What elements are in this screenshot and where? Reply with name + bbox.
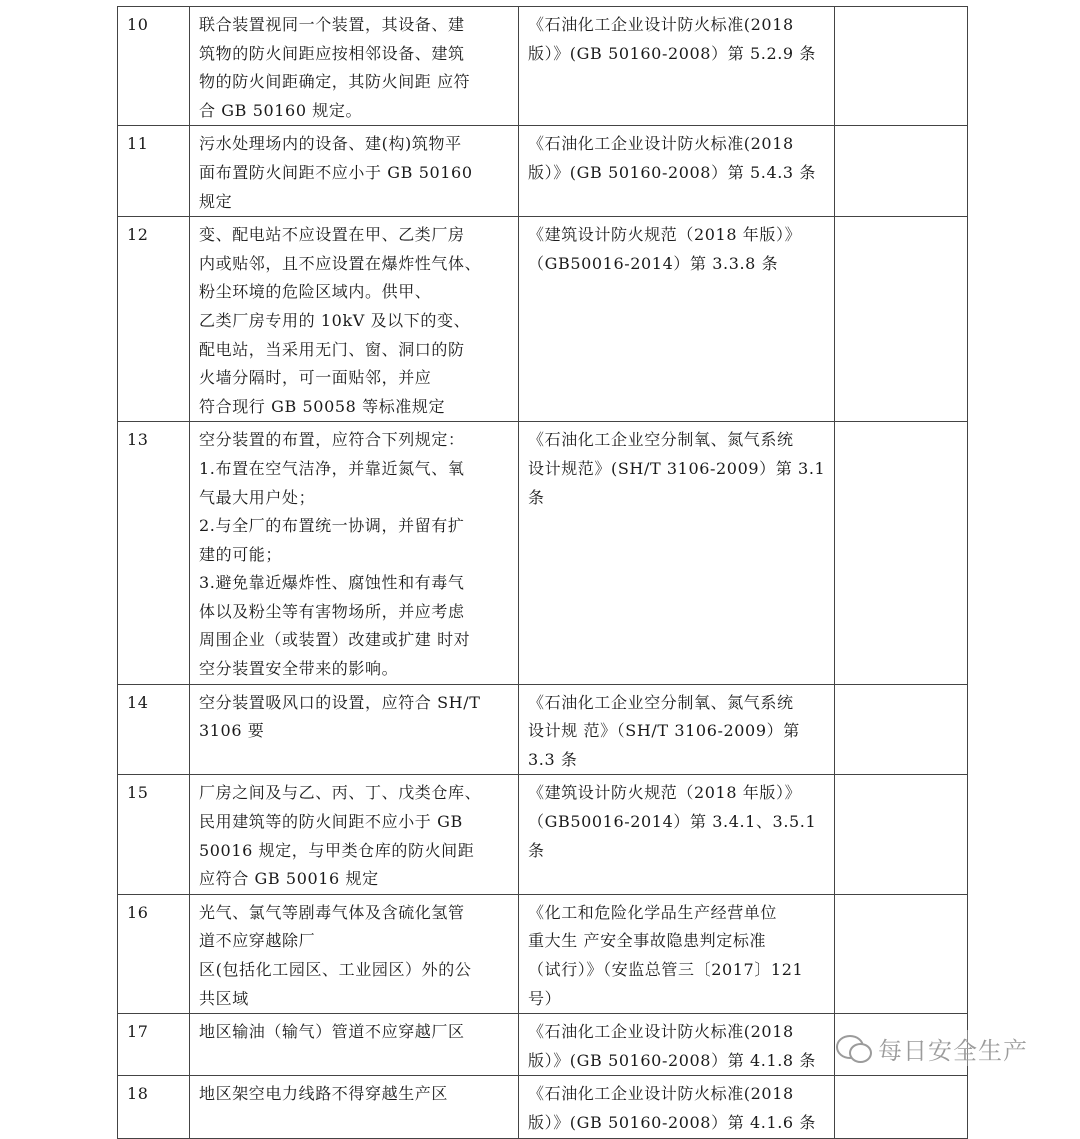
remark-cell [835,422,968,684]
requirement-cell: 污水处理场内的设备、建(构)筑物平 面布置防火间距不应小于 GB 50160 规定 [190,126,519,217]
table-row [118,7,968,126]
remark-cell [835,1076,968,1138]
requirement-cell: 变、配电站不应设置在甲、乙类厂房 内或贴邻，且不应设置在爆炸性气体、 粉尘环境的危险区域内。供甲、 乙类厂房专用的 10kV 及以下的变、 配电站，当采用无门、窗、洞口的防 火墙分隔时，可一面贴邻，并应 符合现行 GB 50058 等标准规定 [190,217,519,422]
regulation-table-body [118,7,968,1139]
basis-cell: 《建筑设计防火规范（2018 年版）》 （GB50016-2014）第 3.4.1、3.5.1 条 [519,775,835,894]
remark-cell [835,217,968,422]
basis-cell: 《石油化工企业设计防火标准(2018 版）》(GB 50160-2008）第 5.4.3 条 [519,126,835,217]
watermark [836,1030,1028,1066]
basis-cell: 《化工和危险化学品生产经营单位 重大生 产安全事故隐患判定标准 （试行）》（安监总管三〔2017〕121 号） [519,894,835,1013]
remark-cell [835,7,968,126]
basis-cell: 《石油化工企业空分制氧、氮气系统 设计规范》(SH/T 3106-2009）第 3.1 条 [519,422,835,684]
basis-cell: 《石油化工企业设计防火标准(2018 版）》(GB 50160-2008）第 4.1.6 条 [519,1076,835,1138]
remark-cell [835,775,968,894]
row-number: 18 [118,1076,190,1138]
row-number: 13 [118,422,190,684]
row-number: 11 [118,126,190,217]
requirement-cell: 地区架空电力线路不得穿越生产区 [190,1076,519,1138]
row-number: 10 [118,7,190,126]
requirement-cell: 光气、氯气等剧毒气体及含硫化氢管 道不应穿越除厂 区(包括化工园区、工业园区）外的公 共区域 [190,894,519,1013]
regulation-table [117,6,968,1139]
row-number: 17 [118,1014,190,1076]
remark-cell [835,684,968,775]
requirement-cell: 联合装置视同一个装置，其设备、建 筑物的防火间距应按相邻设备、建筑 物的防火间距确定，其防火间距 应符 合 GB 50160 规定。 [190,7,519,126]
watermark-text: 每日安全生产 [878,1036,1028,1065]
basis-cell: 《石油化工企业设计防火标准(2018 版）》(GB 50160-2008）第 4.1.8 条 [519,1014,835,1076]
row-number: 14 [118,684,190,775]
wechat-icon [836,1033,872,1063]
basis-cell: 《建筑设计防火规范（2018 年版）》 （GB50016-2014）第 3.3.8 条 [519,217,835,422]
table-row [118,894,968,1013]
remark-cell [835,894,968,1013]
row-number: 15 [118,775,190,894]
row-number: 16 [118,894,190,1013]
requirement-cell: 空分装置吸风口的设置，应符合 SH/T 3106 要 [190,684,519,775]
basis-cell: 《石油化工企业空分制氧、氮气系统 设计规 范》（SH/T 3106-2009）第 3.3 条 [519,684,835,775]
remark-cell [835,126,968,217]
table-row [118,217,968,422]
row-number: 12 [118,217,190,422]
table-row [118,1076,968,1138]
table-row [118,684,968,775]
table-row [118,422,968,684]
table-row [118,126,968,217]
requirement-cell: 空分装置的布置，应符合下列规定： 1.布置在空气洁净，并靠近氮气、氧 气最大用户处； 2.与全厂的布置统一协调，并留有扩 建的可能； 3.避免靠近爆炸性、腐蚀性和有毒气 体以及粉尘等有害物场所，并应考虑 周围企业（或装置）改建或扩建 时对 空分装置安全带来的影响。 [190,422,519,684]
table-row [118,775,968,894]
basis-cell: 《石油化工企业设计防火标准(2018 版）》(GB 50160-2008）第 5.2.9 条 [519,7,835,126]
requirement-cell: 厂房之间及与乙、丙、丁、戊类仓库、 民用建筑等的防火间距不应小于 GB 50016 规定，与甲类仓库的防火间距 应符合 GB 50016 规定 [190,775,519,894]
requirement-cell: 地区输油（输气）管道不应穿越厂区 [190,1014,519,1076]
